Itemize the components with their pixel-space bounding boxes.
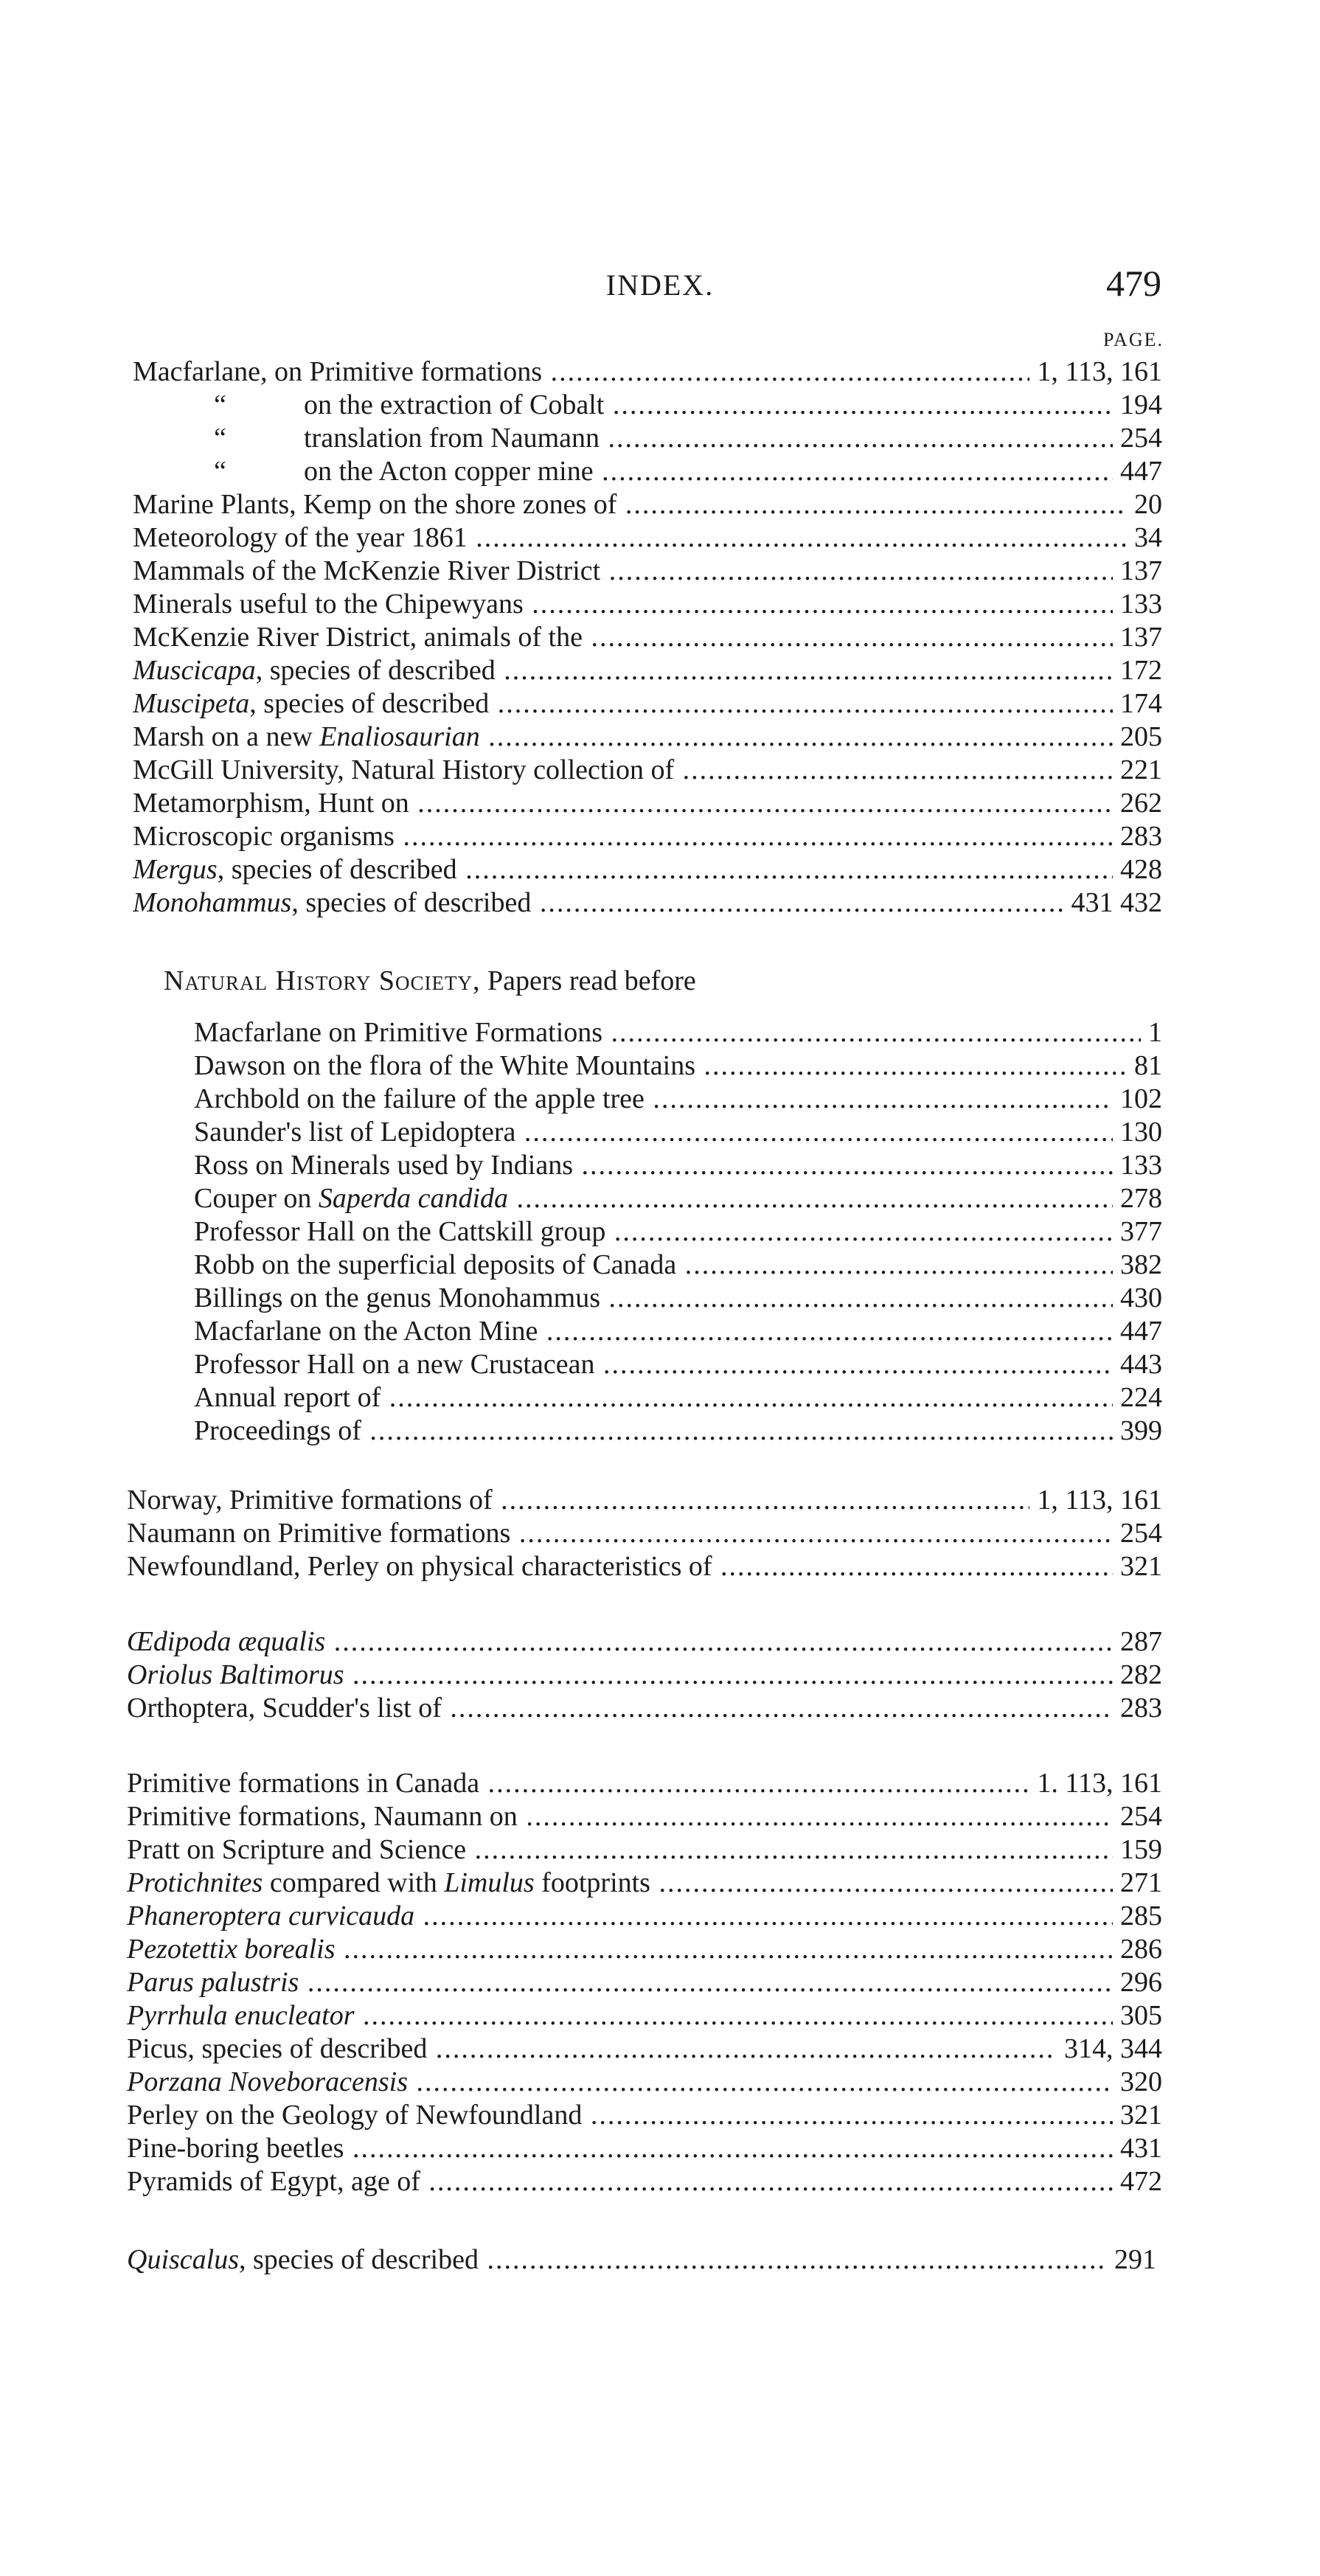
index-entry	[127, 1900, 1162, 1933]
index-entry-text	[194, 1414, 1162, 1448]
index-entry	[127, 1867, 1162, 1900]
index-entry-page: 81	[1127, 1049, 1162, 1083]
index-entry-page: 172	[1113, 654, 1162, 687]
index-entry-page: 314, 344	[1057, 2032, 1162, 2066]
index-entry-page: 137	[1113, 555, 1162, 588]
index-entry-text	[194, 1083, 1162, 1116]
index-entry-label: Saunder's list of Lepidoptera	[194, 1117, 516, 1148]
index-entry	[194, 1016, 1162, 1049]
section-heading-rest: Papers read before	[487, 965, 696, 996]
index-entry-page: 262	[1113, 787, 1162, 820]
index-entry-text	[133, 355, 1162, 389]
index-entry-text	[194, 1016, 1162, 1049]
index-entry-italic: Muscicapa	[133, 655, 256, 686]
index-entry-text	[133, 754, 1162, 787]
index-entry-italic: Protichnites	[127, 1867, 263, 1898]
section-heading-natural-history-society	[164, 962, 696, 999]
index-entry-label: Norway, Primitive formations of	[127, 1485, 493, 1516]
index-entry-page: 130	[1113, 1116, 1162, 1149]
index-entry-page: 377	[1113, 1215, 1162, 1249]
index-entry-label: Couper on	[194, 1183, 319, 1214]
index-entry-label: Macfarlane on Primitive Formations	[194, 1017, 603, 1048]
index-entry-text	[127, 1625, 1162, 1659]
index-entry	[127, 1517, 1162, 1550]
running-title: INDEX.	[605, 268, 715, 302]
index-entry	[133, 555, 1162, 588]
index-entry-page: 174	[1113, 687, 1162, 721]
index-entry	[133, 721, 1162, 754]
index-entry-page: 194	[1113, 389, 1162, 422]
index-entry-label: , species of described	[255, 655, 496, 686]
index-entry-page: 305	[1113, 1999, 1162, 2032]
index-entry	[194, 1414, 1162, 1448]
index-entry-text	[127, 1517, 1162, 1550]
index-entry-page: 431 432	[1064, 886, 1163, 920]
running-header	[0, 262, 1320, 313]
index-group-o	[0, 1625, 1320, 1725]
index-entry-text	[194, 1049, 1162, 1083]
index-entry-page: 428	[1113, 853, 1162, 886]
index-entry-label: Orthoptera, Scudder's list of	[127, 1693, 442, 1723]
index-entry	[127, 1833, 1162, 1867]
index-entry-page: 321	[1113, 2099, 1162, 2132]
index-entry-label: on the Acton copper mine	[304, 456, 594, 487]
index-entry	[133, 355, 1162, 389]
index-entry-page: 137	[1113, 621, 1162, 654]
page-column-label: PAGE.	[1102, 329, 1164, 350]
index-entry-page: 291	[1107, 2243, 1156, 2277]
index-group-m	[0, 355, 1320, 920]
index-entry-text	[127, 1800, 1162, 1833]
index-entry-italic: Mergus	[133, 854, 218, 885]
index-entry-italic-after: Saperda candida	[318, 1183, 509, 1214]
index-entry-label: compared with	[263, 1867, 445, 1898]
index-entry-page: 285	[1113, 1900, 1162, 1933]
index-entry-label: , species of described	[239, 2244, 479, 2275]
index-entry	[133, 588, 1162, 621]
index-entry-page: 382	[1113, 1249, 1162, 1282]
index-entry-text	[304, 455, 1162, 488]
index-group-n	[0, 1484, 1320, 1583]
index-entry	[194, 1381, 1162, 1414]
index-entry	[133, 687, 1162, 721]
index-entry-page: 296	[1113, 1966, 1162, 1999]
index-entry-text	[304, 422, 1162, 455]
index-entry-page: 205	[1113, 721, 1162, 754]
ditto-mark: “	[214, 389, 226, 420]
index-entry	[127, 1692, 1162, 1725]
index-entry-page: 287	[1113, 1625, 1162, 1659]
index-entry	[133, 787, 1162, 820]
index-entry	[194, 1348, 1162, 1381]
index-entry-label: , species of described	[291, 887, 532, 918]
index-entry	[133, 488, 1162, 521]
index-entry	[194, 1049, 1162, 1083]
index-entry-text	[127, 2132, 1162, 2165]
index-entry-text	[127, 1966, 1162, 1999]
index-entry-italic: Œdipoda æqualis	[127, 1626, 326, 1657]
index-entry-label: Microscopic organisms	[133, 821, 395, 852]
index-entry-label-after: footprints	[534, 1867, 650, 1898]
index-entry-page: 1, 113, 161	[1029, 1484, 1162, 1517]
index-entry-text	[194, 1182, 1162, 1215]
index-entry-text	[133, 555, 1162, 588]
index-entry-label: Meteorology of the year 1861	[133, 522, 468, 553]
index-entry	[133, 754, 1162, 787]
index-entry-label: Pratt on Scripture and Science	[127, 1834, 467, 1865]
index-entry-text	[127, 1767, 1162, 1800]
index-entry-label: Metamorphism, Hunt on	[133, 788, 409, 819]
index-entry	[133, 654, 1162, 687]
index-entry-page: 278	[1113, 1182, 1162, 1215]
index-entry-label: Mammals of the McKenzie River District	[133, 555, 601, 586]
index-entry-text	[127, 1692, 1162, 1725]
index-entry-text	[133, 820, 1162, 853]
index-entry-text	[127, 2099, 1162, 2132]
index-entry-label: Dawson on the flora of the White Mountains	[194, 1050, 695, 1081]
index-entry-page: 133	[1113, 588, 1162, 621]
index-entry	[127, 1767, 1162, 1800]
index-entry-label: Pine-boring beetles	[127, 2133, 344, 2164]
index-entry-label: , species of described	[217, 854, 457, 885]
index-entry-page: 254	[1113, 1517, 1162, 1550]
index-entry-page: 254	[1113, 422, 1162, 455]
index-entry	[127, 1659, 1162, 1692]
index-entry-text	[194, 1348, 1162, 1381]
index-entry-page: 286	[1113, 1933, 1162, 1966]
index-entry-page: 399	[1113, 1414, 1162, 1448]
index-entry	[127, 1933, 1162, 1966]
index-entry-label: Perley on the Geology of Newfoundland	[127, 2100, 583, 2131]
index-entry-page: 1. 113, 161	[1029, 1767, 1162, 1800]
index-entry	[194, 1282, 1162, 1315]
index-entry-page: 102	[1113, 1083, 1162, 1116]
index-group-p	[0, 1767, 1320, 2198]
index-entry-text	[133, 721, 1162, 754]
index-entry	[194, 1149, 1162, 1182]
index-entry-text	[133, 654, 1162, 687]
index-entry-page: 224	[1113, 1381, 1162, 1414]
index-entry-label: , species of described	[249, 688, 490, 719]
index-group-q	[0, 2243, 1320, 2277]
page-number: 479	[1106, 263, 1161, 304]
index-entry-label: Ross on Minerals used by Indians	[194, 1150, 574, 1181]
index-entry-label: Naumann on Primitive formations	[127, 1518, 511, 1549]
index-entry-page: 431	[1113, 2132, 1162, 2165]
index-entry-text	[194, 1215, 1162, 1249]
index-entry-text	[133, 886, 1162, 920]
ditto-mark: “	[214, 423, 226, 454]
index-entry-label: Macfarlane on the Acton Mine	[194, 1316, 538, 1347]
index-entry	[127, 1625, 1162, 1659]
index-entry-italic: Muscipeta	[133, 688, 250, 719]
index-entry-label: on the extraction of Cobalt	[304, 389, 605, 420]
index-entry-text	[127, 1484, 1162, 1517]
index-entry-page: 443	[1113, 1348, 1162, 1381]
index-entry-label: McKenzie River District, animals of the	[133, 622, 583, 653]
index-entry-text	[127, 1933, 1162, 1966]
index-entry-text	[133, 853, 1162, 886]
index-entry-page: 282	[1113, 1659, 1162, 1692]
index-entry-text	[133, 787, 1162, 820]
index-entry-italic: Pezotettix borealis	[127, 1934, 336, 1965]
index-entry-text	[194, 1381, 1162, 1414]
index-entry-text	[127, 2066, 1162, 2099]
index-entry-italic: Phaneroptera curvicauda	[127, 1900, 415, 1931]
index-entry-text	[127, 1867, 1162, 1900]
index-entry-italic: Porzana Noveboracensis	[127, 2066, 409, 2097]
index-entry-text	[127, 1999, 1162, 2032]
index-entry-text	[194, 1249, 1162, 1282]
index-entry-label: Pyramids of Egypt, age of	[127, 2166, 420, 2197]
index-entry	[133, 886, 1162, 920]
index-entry	[133, 621, 1162, 654]
index-entry	[194, 1182, 1162, 1215]
index-entry-page: 221	[1113, 754, 1162, 787]
index-entry	[127, 1550, 1162, 1583]
index-entry-text	[133, 588, 1162, 621]
index-entry-page: 447	[1113, 455, 1162, 488]
index-entry-text	[194, 1149, 1162, 1182]
index-entry-label: Macfarlane, on Primitive formations	[133, 356, 543, 387]
index-entry-page: 472	[1113, 2165, 1162, 2198]
index-entry	[133, 853, 1162, 886]
index-entry-page: 321	[1113, 1550, 1162, 1583]
index-entry-text	[194, 1282, 1162, 1315]
index-entry-italic-after: Limulus	[444, 1867, 535, 1898]
index-entry	[127, 1966, 1162, 1999]
index-entry-label: Proceedings of	[194, 1415, 361, 1446]
index-entry-page: 254	[1113, 1800, 1162, 1833]
index-entry-page: 1, 113, 161	[1029, 355, 1162, 389]
index-entry	[127, 2066, 1162, 2099]
index-entry-label: Primitive formations in Canada	[127, 1768, 480, 1799]
index-entry	[127, 1999, 1162, 2032]
index-entry-text	[127, 2032, 1162, 2066]
index-entry-text	[133, 488, 1162, 521]
index-entry	[127, 2132, 1162, 2165]
index-entry-label: Picus, species of described	[127, 2033, 428, 2064]
index-entry-italic: Pyrrhula enucleator	[127, 2000, 355, 2031]
index-entry	[127, 2032, 1162, 2066]
index-entry	[133, 820, 1162, 853]
index-entry	[133, 455, 1162, 488]
index-entry-page: 283	[1113, 820, 1162, 853]
index-entry-label: Billings on the genus Monohammus	[194, 1282, 600, 1313]
section-heading-smallcaps: Natural History Society,	[164, 965, 481, 996]
index-entry-text	[127, 1659, 1162, 1692]
ditto-mark: “	[214, 456, 226, 487]
index-entry	[133, 422, 1162, 455]
index-entry	[194, 1215, 1162, 1249]
index-entry-text	[133, 687, 1162, 721]
index-entry	[127, 2099, 1162, 2132]
index-entry-page: 447	[1113, 1315, 1162, 1348]
index-entry	[133, 389, 1162, 422]
index-entry-italic: Quiscalus	[127, 2244, 239, 2275]
index-entry-text	[133, 621, 1162, 654]
index-entry-text	[133, 521, 1162, 555]
index-entry-label: Annual report of	[194, 1382, 381, 1413]
index-entry	[194, 1249, 1162, 1282]
index-entry	[133, 521, 1162, 555]
index-entry-page: 430	[1113, 1282, 1162, 1315]
index-entry-italic-after: Enaliosaurian	[319, 721, 480, 752]
index-entry-page: 20	[1127, 488, 1162, 521]
index-entry-text	[194, 1116, 1162, 1149]
index-entry-label: Primitive formations, Naumann on	[127, 1801, 518, 1832]
index-entry-page: 34	[1127, 521, 1162, 555]
index-entry-text	[127, 1900, 1162, 1933]
index-entry-label: Archbold on the failure of the apple tree	[194, 1083, 645, 1114]
index-entry-text	[127, 1833, 1162, 1867]
index-entry-label: Newfoundland, Perley on physical characteristics of	[127, 1551, 712, 1582]
index-entry-label: Marine Plants, Kemp on the shore zones of	[133, 489, 617, 520]
index-entry	[127, 2165, 1162, 2198]
index-entry	[194, 1116, 1162, 1149]
index-entry-page: 133	[1113, 1149, 1162, 1182]
index-entry	[127, 2243, 1156, 2277]
index-entry-text	[127, 2165, 1162, 2198]
index-entry-text	[127, 2243, 1156, 2277]
index-entry	[127, 1800, 1162, 1833]
index-entry	[127, 1484, 1162, 1517]
index-entry-text	[194, 1315, 1162, 1348]
index-entry-page: 159	[1113, 1833, 1162, 1867]
index-entry-label: Marsh on a new	[133, 721, 320, 752]
index-entry-page: 271	[1113, 1867, 1162, 1900]
index-entry-label: Professor Hall on the Cattskill group	[194, 1216, 606, 1247]
index-entry-page: 1	[1141, 1016, 1162, 1049]
index-entry-label: McGill University, Natural History collection of	[133, 754, 675, 785]
index-group-nhs	[0, 1016, 1320, 1448]
index-entry-page: 320	[1113, 2066, 1162, 2099]
index-entry-label: Professor Hall on a new Crustacean	[194, 1349, 595, 1380]
index-entry-italic: Oriolus Baltimorus	[127, 1659, 344, 1690]
index-entry-page: 283	[1113, 1692, 1162, 1725]
index-entry-italic: Monohammus	[133, 887, 292, 918]
index-entry-italic: Parus palustris	[127, 1967, 299, 1998]
index-entry	[194, 1083, 1162, 1116]
index-entry-label: translation from Naumann	[304, 423, 600, 454]
index-entry-text	[127, 1550, 1162, 1583]
index-entry-text	[304, 389, 1162, 422]
index-entry	[194, 1315, 1162, 1348]
index-entry-label: Robb on the superficial deposits of Canada	[194, 1249, 677, 1280]
index-entry-label: Minerals useful to the Chipewyans	[133, 589, 524, 619]
